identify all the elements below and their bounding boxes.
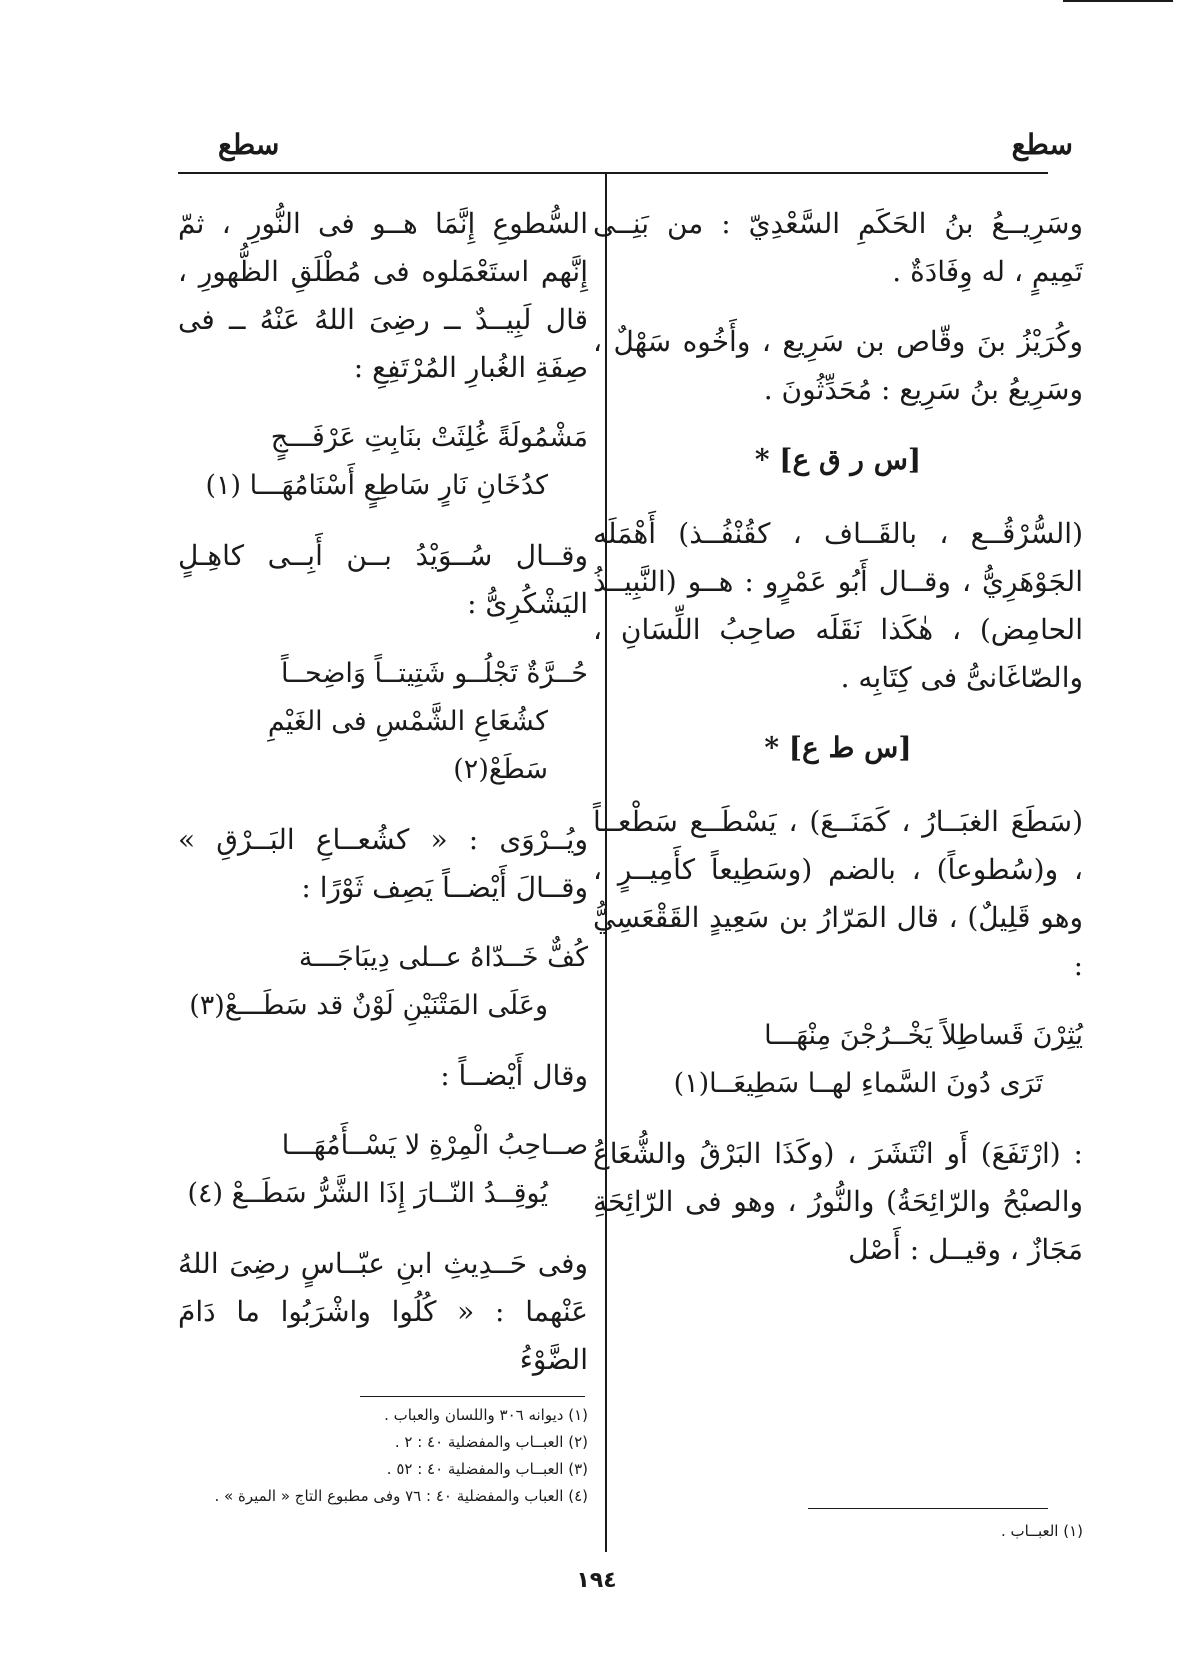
- left-column: [178, 200, 588, 1406]
- entry-paragraph: وقال أَيْضــاً :: [440, 1059, 588, 1092]
- entry-paragraph: وسَرِيــعُ بنُ الحَكَمِ السَّعْدِيّ : من بَنِــى تَمِيمٍ ، له وِفَادَةٌ .: [593, 207, 1083, 288]
- footnote-rule-right: [808, 1508, 1048, 1509]
- root-heading: [س ط ع] *: [764, 731, 912, 764]
- entry-paragraph: وفى حَــدِيثِ ابنِ عبّــاسٍ رضِىَ اللهُ عَنْهما : « كُلُوا واشْرَبُوا ما دَامَ الضَّوْءُ: [178, 1247, 588, 1376]
- poetry-verse: [178, 934, 588, 1030]
- footnote: (١) العبــاب .: [1000, 1522, 1083, 1540]
- footnotes-left: [178, 1402, 588, 1510]
- verse-first-hemistich: يُثِرْنَ قَساطِلاً يَخْــرُجْنَ مِنْهَـــا: [764, 1020, 1083, 1051]
- entry-paragraph: : (ارْتَفَعَ) أَو انْتَشَرَ ، (وكَذَا البَرْقُ والشُّعَاعُ والصبْحُ والرّائِحَةُ) والنُّورُ ، وهو فى الرّائِحَةِ مَجَازٌ ، وقيــل : أَصْل: [593, 1137, 1083, 1266]
- page-header-right: سطع: [1011, 128, 1073, 161]
- footnote: (٣) العبــاب والمفضلية ٤٠ : ٥٢ .: [386, 1460, 588, 1478]
- footnote-rule-left: [360, 1396, 585, 1397]
- entry-paragraph: (السُّرْقُــع ، بالقَــاف ، كقُنْفُــذ) أَهْمَلَه الجَوْهَرِيُّ ، وقــال أَبُو عَمْرٍو : هــو (النَّبِيــذُ الحامِض) ، هٰكَذا نَقَلَه صاحِبُ اللِّسَانِ ، والصّاغَانىُّ فى كِتَابِه .: [593, 517, 1083, 694]
- verse-second-hemistich: كشُعَاعِ الشَّمْسِ فى الغَيْمِ سَطَعْ(٢): [267, 706, 548, 785]
- entry-paragraph: السُّطوعِ إِنَّمَا هــو فى النُّورِ ، ثمّ إِنَّهم استَعْمَلوه فى مُطْلَقِ الظُّهورِ ، قال لَبِيــدٌ ــ رضِىَ اللهُ عَنْهُ ــ فى صِفَةِ الغُبارِ المُرْتَفِعِ :: [178, 207, 588, 384]
- footnote: (٤) العباب والمفضلية ٤٠ : ٧٦ وفى مطبوع التاج « الميرة » .: [214, 1487, 588, 1505]
- page-number: ١٩٤: [576, 1568, 617, 1593]
- verse-second-hemistich: كدُخَانِ نَارٍ سَاطِعٍ أَسْنَامُهَـــا (١): [205, 470, 548, 501]
- verse-second-hemistich: يُوقِــدُ النّــارَ إِذَا الشَّرُّ سَطَــعْ (٤): [187, 1178, 548, 1209]
- verse-second-hemistich: تَرَى دُونَ السَّماءِ لهــا سَطِيعَــا(١): [673, 1068, 1043, 1099]
- footnote: (٢) العبــاب والمفضلية ٤٠ : ٢ .: [394, 1433, 588, 1451]
- footnote: (١) ديوانه ٣٠٦ واللسان والعباب .: [384, 1406, 588, 1424]
- header-rule: [178, 172, 1048, 174]
- page-header-left: سطع: [218, 128, 280, 161]
- verse-first-hemistich: صــاحِبُ الْمِرْةِ لا يَسْــأَمُهَـــا: [281, 1130, 588, 1161]
- poetry-verse: [178, 1122, 588, 1218]
- poetry-verse: [178, 650, 588, 794]
- root-heading: [س ر ق ع] *: [754, 443, 922, 476]
- verse-first-hemistich: مَشْمُولَةً غُلِثَتْ بنَابِتِ عَرْفَـــجٍ: [270, 422, 588, 453]
- verse-first-hemistich: كُفٌّ خَــدّاهُ عــلى دِيبَاجَـــة: [298, 942, 588, 973]
- poetry-verse: [593, 1012, 1083, 1108]
- entry-paragraph: وكُرَيْزُ بنَ وقّاص بن سَرِيع ، وأَخُوه سَهْلٌ ، وسَرِيعُ بنُ سَرِيع : مُحَدِّثُونَ .: [593, 325, 1083, 406]
- verse-second-hemistich: وعَلَى المَتْنَيْنِ لَوْنٌ قد سَطَـــعْ(٣): [189, 990, 548, 1021]
- entry-paragraph: (سَطَعَ الغبَــارُ ، كَمَنَــعَ) ، يَسْطَــع سَطْعــاً ، و(سُطوعاً) ، بالضم (وسَطِيعاً كأَمِيــرٍ ، وهو قَلِيلٌ) ، قال المَرّارُ بن سَعِيدٍ القَقْعَسِيُّ :: [593, 805, 1083, 982]
- footnotes-right: [583, 1518, 1083, 1545]
- entry-paragraph: وقــال سُــوَيْدُ بــن أَبِــى كاهِـلٍ اليَشْكُرِىُّ :: [178, 539, 588, 620]
- poetry-verse: [178, 414, 588, 510]
- verse-first-hemistich: حُــرَّةٌ تَجْلُــو شَتِيتــاً وَاضِحــاً: [280, 658, 588, 689]
- top-edge-mark: [1063, 0, 1173, 8]
- entry-paragraph: ويُــرْوَى : « كشُعــاعِ البَــرْقِ » وقــالَ أَيْضــاً يَصِف ثَوْرًا :: [178, 823, 588, 904]
- right-column: [593, 200, 1083, 1296]
